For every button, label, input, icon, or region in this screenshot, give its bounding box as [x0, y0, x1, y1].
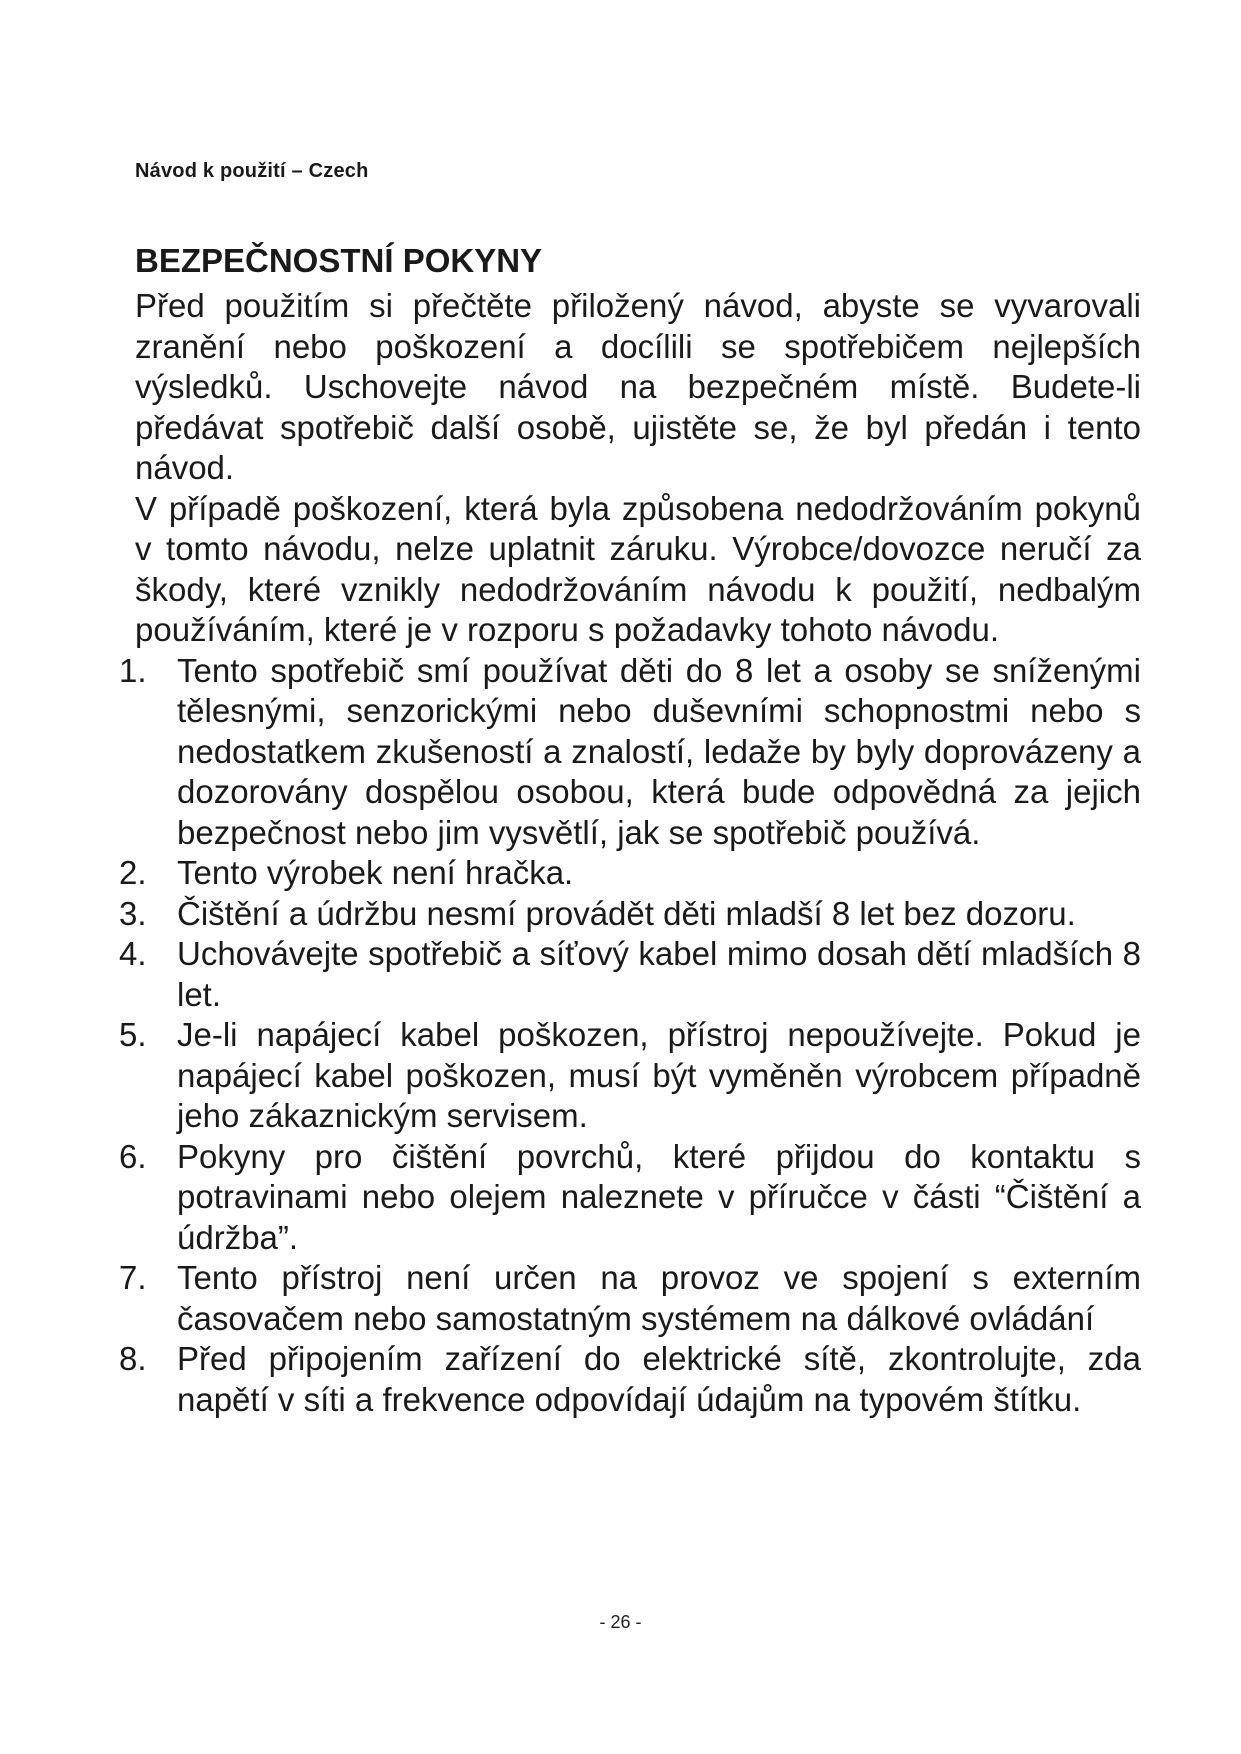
list-item-number: 5. — [119, 1016, 147, 1053]
list-item-text: Tento výrobek není hračka. — [177, 854, 574, 891]
safety-instructions-list — [119, 651, 1141, 1421]
intro-paragraph-1: Před použitím si přečtěte přiložený návod, abyste se vyvarovali zranění nebo poškození a docílili se spotřebičem nejlepších výsledků. Uschovejte návod na bezpečném místě. Budete-li předávat spotřebič další osobě, ujistěte se, že byl předán i tento návod. — [135, 287, 1141, 486]
list-item — [119, 1015, 1141, 1137]
list-item-text: Čištění a údržbu nesmí provádět děti mladší 8 let bez dozoru. — [177, 894, 1076, 932]
list-item-text: Před připojením zařízení do elektrické sítě, zkontrolujte, zda napětí v síti a frekvence odpovídají údajům na typovém štítku. — [177, 1340, 1141, 1418]
page-header: Návod k použití – Czech — [135, 160, 369, 182]
list-item — [119, 651, 1141, 854]
list-item-number: 4. — [119, 935, 147, 972]
list-item-text: Tento spotřebič smí používat děti do 8 let a osoby se sníženými tělesnými, senzorickými nebo duševními schopnostmi nebo s nedostatkem zkušeností a znalostí, ledaže by byly doprovázeny a dozorovány dospělou osobou, která bude odpovědná za jejich bezpečnost nebo jim vysvětlí, jak se spotřebič používá. — [177, 651, 1141, 851]
list-item-number: 3. — [119, 894, 147, 932]
list-item-number: 2. — [119, 854, 147, 891]
list-item-number: 7. — [119, 1259, 147, 1296]
list-item — [119, 853, 1141, 894]
list-item — [119, 1258, 1141, 1339]
intro-paragraph-2: V případě poškození, která byla způsobena nedodržováním pokynů v tomto návodu, nelze uplatnit záruku. Výrobce/dovozce neručí za škody, které vznikly nedodržováním návodu k použití, nedbalým používáním, které je v rozporu s požadavky tohoto návodu. — [135, 489, 1141, 648]
list-item-text: Pokyny pro čištění povrchů, které přijdou do kontaktu s potravinami nebo olejem naleznete v příručce v části “Čištění a údržba”. — [177, 1137, 1141, 1256]
list-item-number: 1. — [119, 651, 147, 689]
section-title: BEZPEČNOSTNÍ POKYNY — [135, 242, 543, 279]
list-item-text: Uchovávejte spotřebič a síťový kabel mimo dosah dětí mladších 8 let. — [177, 935, 1141, 1013]
list-item — [119, 1339, 1141, 1420]
list-item — [119, 894, 1141, 935]
list-item — [119, 934, 1141, 1015]
main-content — [119, 240, 1141, 1420]
list-item-number: 8. — [119, 1340, 147, 1377]
list-item-number: 6. — [119, 1137, 147, 1175]
list-item — [119, 1137, 1141, 1259]
list-item-text: Je-li napájecí kabel poškozen, přístroj nepoužívejte. Pokud je napájecí kabel poškozen, musí být vyměněn výrobcem případně jeho zákaznickým servisem. — [177, 1016, 1141, 1134]
page-number: - 26 - — [599, 1612, 642, 1632]
list-item-text: Tento přístroj není určen na provoz ve spojení s externím časovačem nebo samostatným systémem na dálkové ovládání — [177, 1259, 1141, 1337]
